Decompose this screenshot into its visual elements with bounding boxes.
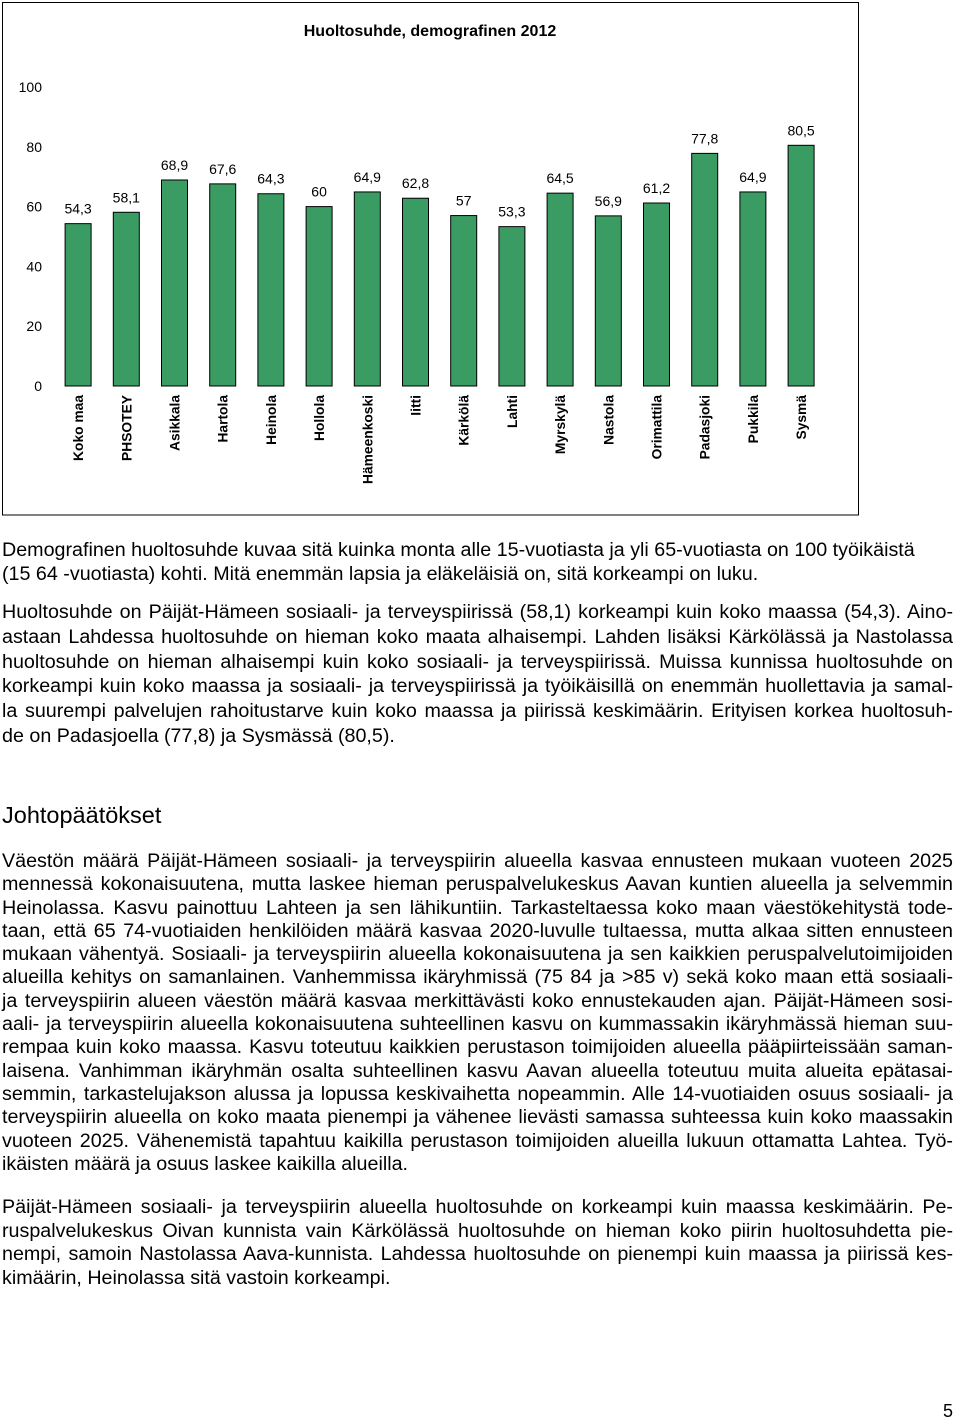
bar-value-label: 57 [455, 192, 472, 209]
bar [162, 180, 188, 386]
x-tick-label: Hollola [312, 395, 328, 441]
bar-value-label: 62,8 [401, 175, 430, 192]
x-tick-label: Asikkala [167, 395, 183, 451]
bar [354, 192, 380, 386]
y-tick-label: 60 [26, 198, 42, 215]
bar-value-label: 64,9 [353, 168, 381, 185]
y-tick-label: 20 [26, 318, 42, 335]
text-line: aali- ja terveyspiirin alueella kokonaisuutena suhteellinen kasvu on kummassakin ikäryhmässä hieman suu- [2, 1013, 953, 1036]
summary-paragraph [2, 1196, 953, 1291]
comparison-paragraph [2, 600, 953, 749]
x-tick-label: Pukkila [745, 395, 761, 444]
x-tick-label: Myrskylä [553, 395, 569, 455]
bar-value-label: 61,2 [642, 180, 671, 197]
x-tick-label: Hartola [215, 395, 231, 443]
definition-paragraph [2, 538, 953, 586]
x-tick-label: Heinola [263, 395, 279, 445]
bar-value-label: 64,5 [546, 170, 574, 187]
bar [499, 227, 525, 386]
bar-value-label: 64,9 [739, 168, 767, 185]
bar-value-label: 60 [311, 183, 327, 200]
bar [692, 153, 718, 386]
page-number: 5 [943, 1401, 954, 1421]
bar [65, 224, 91, 386]
x-tick-label: PHSOTEY [119, 395, 135, 461]
chart-title: Huoltosuhde, demografinen 2012 [303, 23, 557, 40]
bar [595, 216, 621, 386]
text-line: taan, että 65 74-vuotiaiden henkilöiden määrä kasvaa 2020-luvulle tultaessa, mutta alkaa sitten ennusteen [2, 919, 953, 942]
bar [788, 145, 814, 386]
bar [258, 194, 284, 386]
text-line: Heinolassa. Kasvu painottuu Lahteen ja sen lähikuntiin. Tarkasteltaessa koko maan väestökehitystä tode- [2, 896, 953, 919]
text-line: (15 64 -vuotiasta) kohti. Mitä enemmän lapsia ja eläkeläisiä on, sitä korkeampi on luku. [2, 563, 759, 585]
conclusions-paragraph [2, 850, 953, 1176]
text-line: ja terveyspiirin alueen väestön määrä kasvaa merkittävästi koko ennustekauden ajan. Päijät-Hämeen sosi- [2, 989, 953, 1012]
bar [210, 184, 236, 386]
text-line: ikäisten määrä ja osuus laskee kaikilla alueilla. [2, 1152, 408, 1175]
y-tick-label: 80 [26, 138, 42, 155]
y-tick-label: 0 [34, 378, 42, 394]
text-line: de on Padasjoella (77,8) ja Sysmässä (80,5). [2, 724, 395, 747]
section-heading: Johtopäätökset [2, 802, 162, 828]
text-line: Päijät-Hämeen sosiaali- ja terveyspiirin alueella huoltosuhde on korkeampi kuin maassa keskimäärin. Pe- [2, 1196, 953, 1218]
bar-value-label: 53,3 [498, 203, 526, 220]
bar-value-label: 56,9 [594, 192, 622, 209]
text-line: huoltosuhde on hieman alhaisempi kuin koko sosiaali- ja terveyspiirissä. Muissa kunnissa huoltosuhde on [2, 650, 953, 673]
text-line: laisena. Vanhimman ikäryhmän osalta suhteellinen kasvu Aavan alueella toteutuu muita alueita epätasai- [2, 1059, 953, 1082]
x-tick-label: Iitti [408, 395, 424, 416]
text-line: Huoltosuhde on Päijät-Hämeen sosiaali- ja terveyspiirissä (58,1) korkeampi kuin koko maassa (54,3). Aino- [2, 601, 953, 623]
x-tick-label: Padasjoki [697, 395, 713, 460]
bar [644, 203, 670, 386]
bar-chart [0, 0, 960, 520]
bar-value-label: 77,8 [691, 130, 719, 147]
text-line: mukaan vähentyä. Sosiaali- ja terveyspiirin alueella kokonaisuutena ja sen kaikkien peruspalvelutoimijoiden [2, 943, 953, 966]
x-tick-label: Hämeenkoski [360, 395, 376, 484]
text-line: nempi, samoin Nastolassa Aava-kunnista. Lahdessa huoltosuhde on pienempi kuin maassa ja piirissä kes- [2, 1243, 953, 1266]
bar-value-label: 64,3 [257, 170, 285, 187]
text-line: semmin, tarkastelujakson alussa ja lopussa keskivaihetta nopeammin. Alle 14-vuotiaiden osuus sosiaali- ja [2, 1082, 953, 1105]
text-line: ruspalvelukeskus Oivan kunnista vain Kärkölässä huoltosuhde on hieman koko piirin huoltosuhdetta pie- [2, 1219, 953, 1242]
bar-value-label: 80,5 [787, 122, 815, 139]
bar [113, 212, 139, 386]
text-line: vuoteen 2025. Vähenemistä tapahtuu kaikilla perustason toimijoiden alueilla lukuun ottamatta Lahtea. Työ- [2, 1129, 953, 1152]
bar-value-label: 54,3 [64, 200, 92, 217]
text-line: kimäärin, Heinolassa sitä vastoin korkeampi. [2, 1267, 391, 1290]
bar-value-label: 58,1 [112, 189, 140, 206]
bar [451, 216, 477, 386]
text-line: Demografinen huoltosuhde kuvaa sitä kuinka monta alle 15-vuotiasta ja yli 65-vuotiasta on 100 työikäistä [2, 539, 915, 561]
text-line: rempaa kuin koko maassa. Kasvu toteutuu kaikkien perustason toimijoiden alueella pääpiirteissään saman- [2, 1036, 953, 1059]
text-line: korkeampi kuin koko maassa ja sosiaali- ja terveyspiirissä ja työikäisillä on enemmän huollettavia ja samal- [2, 675, 953, 698]
text-line: mennessä kokonaisuutena, mutta laskee hieman peruspalvelukeskus Aavan kuntien alueella ja selvemmin [2, 873, 953, 896]
bar-value-label: 68,9 [160, 156, 189, 173]
x-tick-label: Koko maa [71, 395, 87, 461]
bar [403, 198, 429, 386]
text-line: Väestön määrä Päijät-Hämeen sosiaali- ja terveyspiirin alueella kasvaa ennusteen mukaan vuoteen 2025 [2, 850, 953, 872]
bar [740, 192, 766, 386]
x-tick-label: Sysmä [794, 395, 810, 440]
x-tick-label: Kärkölä [456, 395, 472, 446]
x-tick-label: Lahti [504, 395, 520, 428]
bar-value-label: 67,6 [209, 160, 237, 177]
y-tick-label: 40 [26, 258, 42, 275]
bar [306, 207, 332, 386]
text-line: alueilla kehitys on samanlainen. Vanhemmissa ikäryhmissä (75 84 ja >85 v) sekä koko maan että sosiaali- [2, 966, 953, 989]
text-line: la suurempi palvelujen rahoitustarve kuin koko maassa ja piirissä keskimäärin. Erityisen korkea huoltosuh- [2, 700, 953, 723]
text-line: terveyspiirin alueella on koko maata pienempi ja vähenee lievästi samassa suhteessa kuin koko maassakin [2, 1106, 953, 1129]
x-tick-label: Nastola [601, 395, 617, 445]
x-tick-label: Orimattila [649, 395, 665, 460]
y-tick-label: 100 [18, 79, 42, 95]
text-line: astaan Lahdessa huoltosuhde on hieman koko maata alhaisempi. Lahden lisäksi Kärkölässä ja Nastolassa [2, 625, 953, 648]
bar [547, 193, 573, 386]
